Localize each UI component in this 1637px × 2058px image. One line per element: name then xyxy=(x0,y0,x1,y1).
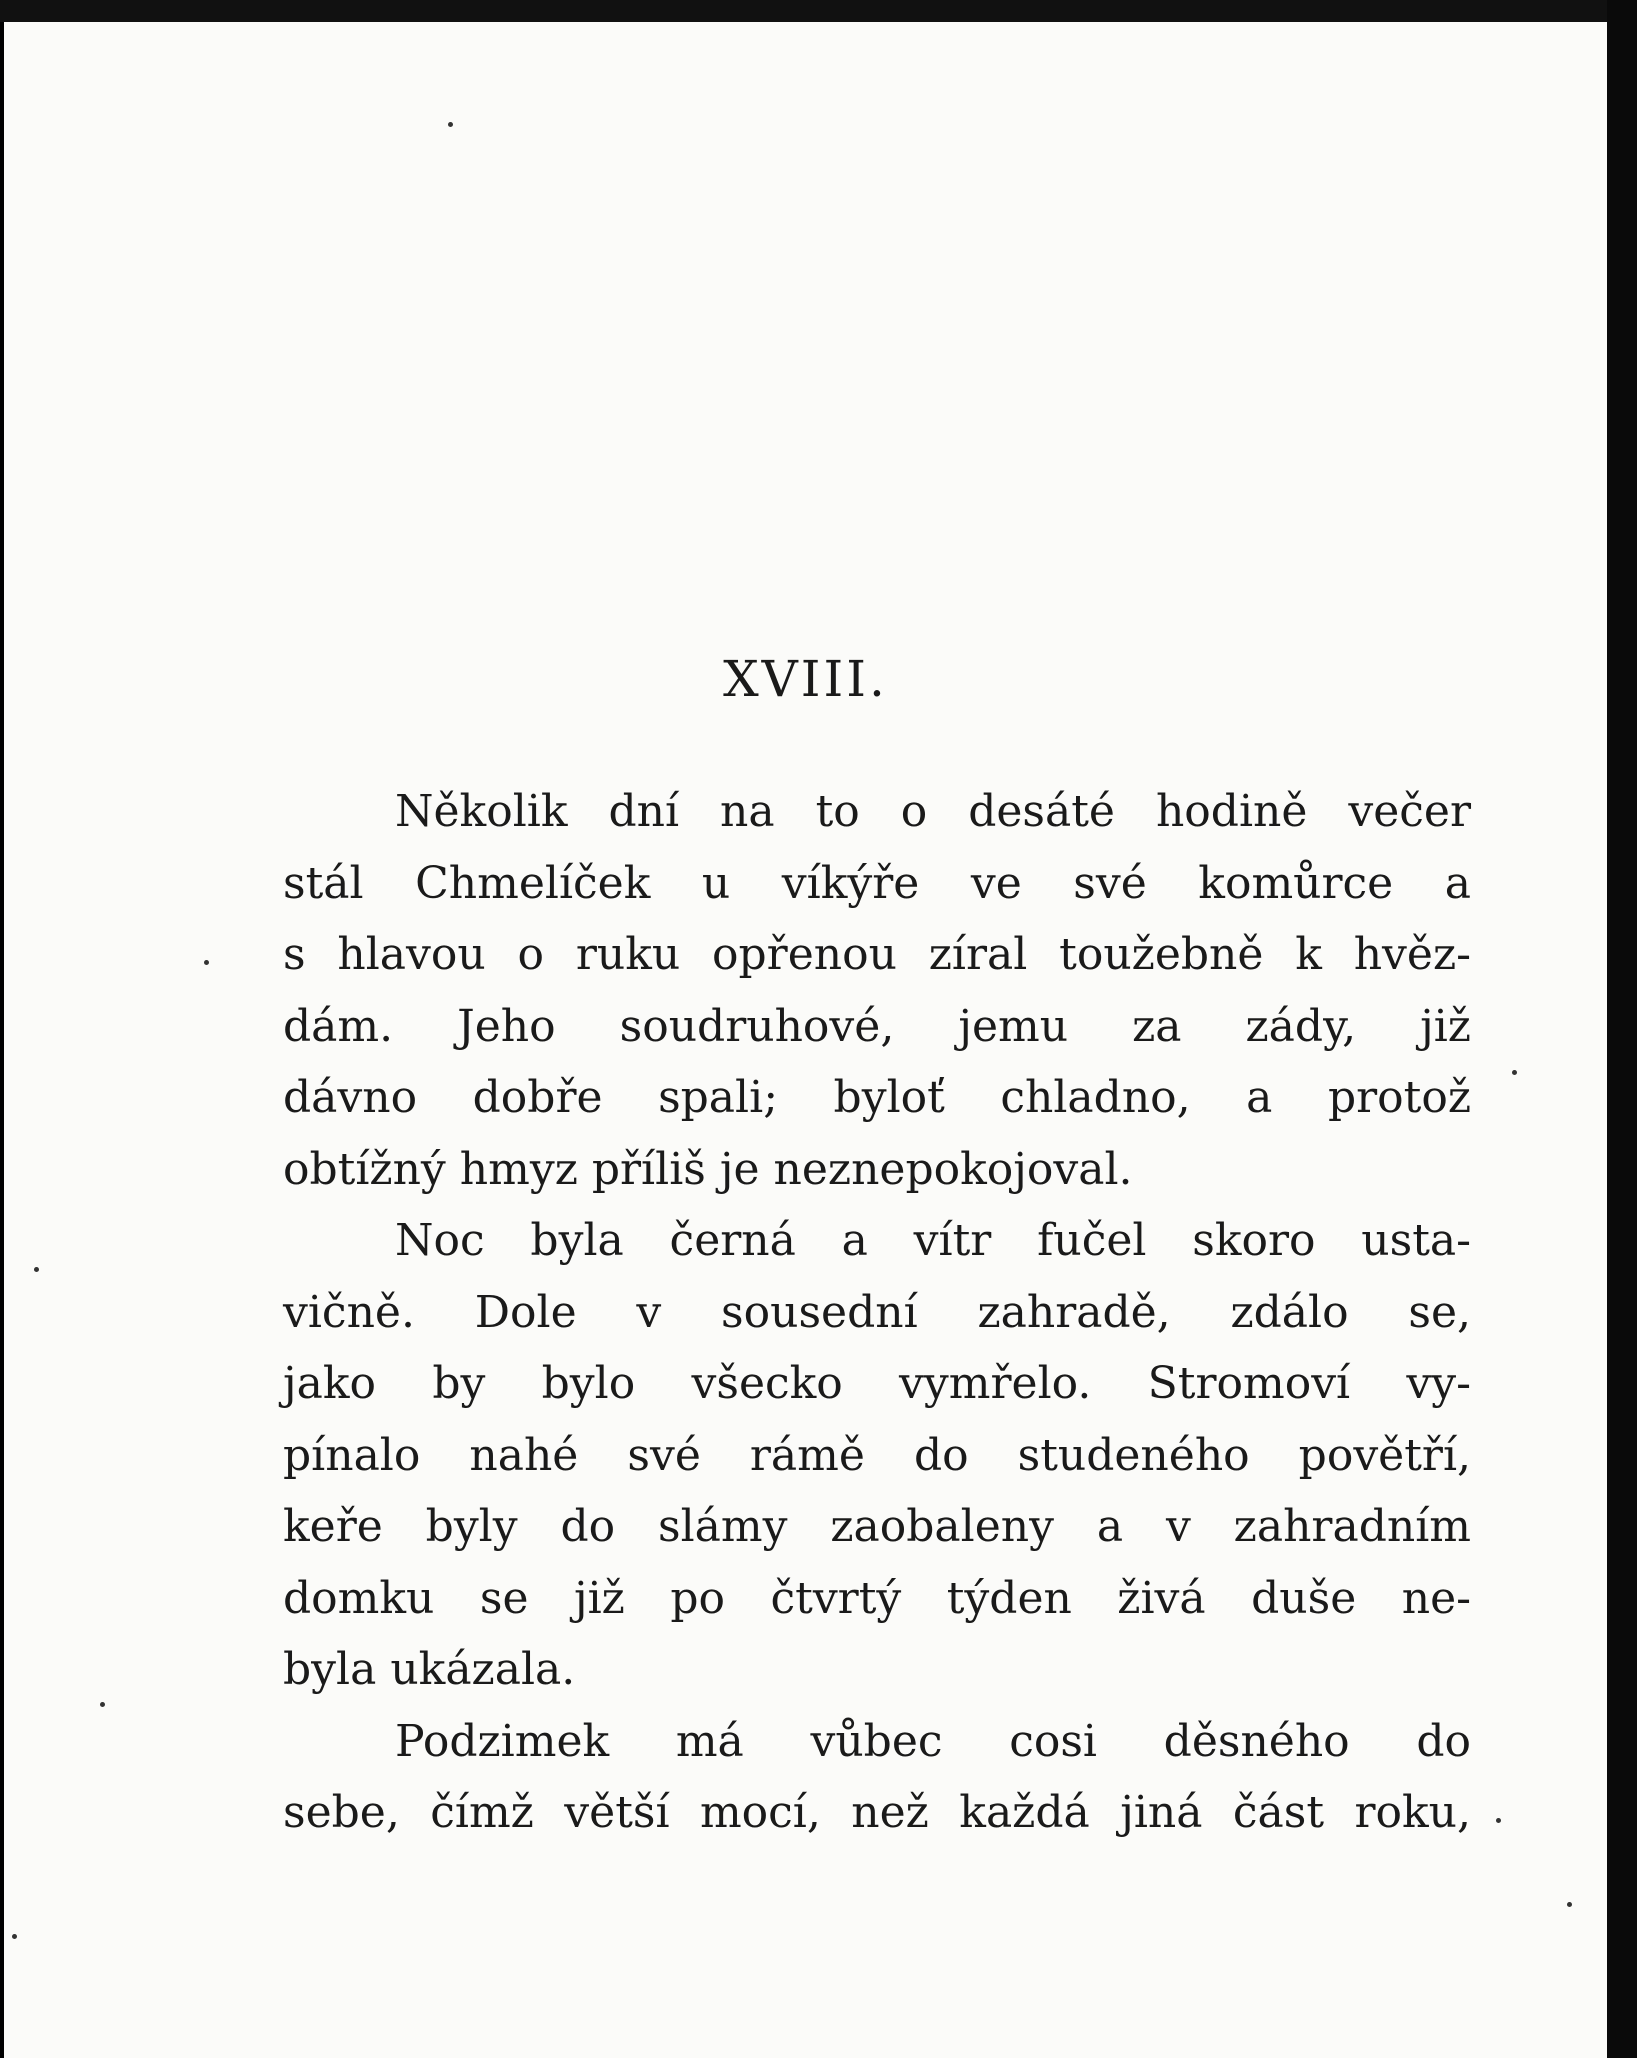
paragraph-3 xyxy=(283,1706,1471,1849)
text-line: Podzimek má vůbec cosi děsného do xyxy=(395,1715,1471,1767)
scan-speck xyxy=(100,1702,105,1707)
book-page xyxy=(4,22,1607,2058)
paragraph-1 xyxy=(283,776,1471,1205)
text-line: dám. Jeho soudruhové, jemu za zády, již xyxy=(283,1000,1471,1052)
text-line: Noc byla černá a vítr fučel skoro usta- xyxy=(395,1215,1471,1266)
chapter-number: XVIII. xyxy=(723,650,888,708)
text-line: jako by bylo všecko vymřelo. Stromoví vy- xyxy=(283,1358,1471,1409)
scan-speck xyxy=(34,1267,39,1272)
text-line: pínalo nahé své rámě do studeného povětří, xyxy=(283,1429,1471,1481)
text-line: sebe, čímž větší mocí, než každá jiná část roku, xyxy=(283,1787,1471,1838)
text-line: Několik dní na to o desáté hodině večer xyxy=(395,786,1471,837)
body-text xyxy=(283,776,1471,1849)
scan-speck xyxy=(1512,1070,1517,1075)
scan-speck xyxy=(204,960,209,965)
text-line: dávno dobře spali; byloť chladno, a protož xyxy=(283,1072,1471,1123)
text-line: byla ukázala. xyxy=(283,1644,576,1695)
text-line: domku se již po čtvrtý týden živá duše ne- xyxy=(283,1572,1471,1624)
text-line: stál Chmelíček u víkýře ve své komůrce a xyxy=(283,857,1471,909)
scan-speck xyxy=(448,122,453,127)
scan-right-edge xyxy=(1607,0,1637,2058)
scan-top-edge xyxy=(0,0,1637,22)
text-line: s hlavou o ruku opřenou zíral toužebně k hvěz- xyxy=(283,929,1471,980)
text-line: vičně. Dole v sousední zahradě, zdálo se, xyxy=(283,1286,1471,1338)
scan-speck xyxy=(12,1934,17,1939)
text-line: obtížný hmyz příliš je neznepokojoval. xyxy=(283,1143,1133,1195)
scan-speck xyxy=(1496,1818,1501,1823)
paragraph-2 xyxy=(283,1205,1471,1706)
scan-speck xyxy=(1567,1902,1572,1907)
text-line: keře byly do slámy zaobaleny a v zahradním xyxy=(283,1501,1471,1552)
